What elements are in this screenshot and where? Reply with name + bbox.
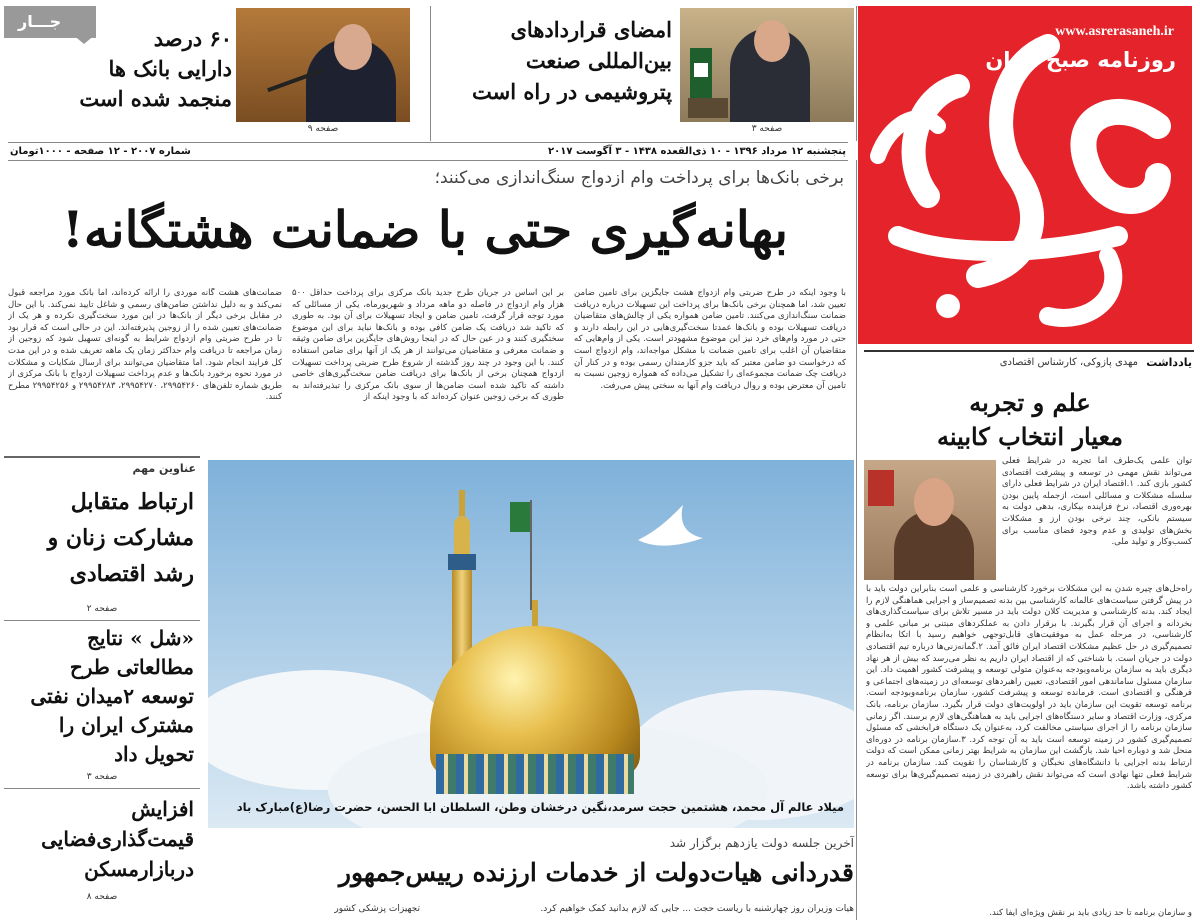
top-story-2-line1: ۶۰ درصد	[153, 26, 232, 51]
top-story-1-page: صفحه ۳	[751, 124, 783, 134]
top-story-2-page: صفحه ۹	[307, 124, 339, 134]
top-story-1-line2: بین‌المللی صنعت	[525, 48, 672, 73]
masthead-subtitle: روزنامه صبح ایران	[985, 48, 1176, 72]
sidebar-title: عناوین مهم	[132, 462, 196, 475]
top-story-1-line3: پتروشیمی در راه است	[472, 79, 672, 104]
masthead	[858, 6, 1192, 344]
sidebar-item-3-line1: افزایش	[131, 797, 194, 821]
sidebar-item-2-line2: مطالعاتی طرح	[69, 655, 194, 679]
dove-image	[628, 500, 708, 560]
masthead-logo	[858, 6, 1192, 344]
lead-headline[interactable]: بهانه‌گیری حتی با ضمانت هشتگانه!	[61, 200, 789, 259]
sidebar-item-1-line2: مشارکت زنان و	[47, 525, 194, 551]
issue-line: شماره ۲۰۰۷ - ۱۲ صفحه - ۱۰۰۰تومان	[10, 146, 191, 157]
sidebar-item-1-page: صفحه ۲	[86, 604, 118, 614]
editorial-intro: توان علمی یک‌طرف اما تجربه در شرایط فعلی می‌تواند نقش مهمی در توسعه و پیشرفت اقتصادی کشور بازی کند. ۱.اقتصاد ایران در شرایط فعلی دارای سلسله مشکلات و مسائلی است، ازجمله پایین بودن بهره‌وری اقتصاد، نرخ فزاینده بیکاری، بدهی دولت به سیستم بانکی، چند نرخی بودن ارز و مشکلات بخش‌های تولیدی و عدم وجود فضای مناسب برای کسب‌وکار و تولید ملی.	[1002, 456, 1192, 548]
top-story-1-photo	[680, 8, 854, 122]
sidebar-item-1-line1: ارتباط متقابل	[70, 489, 194, 515]
editorial-headline-line1: علم و تجربه	[969, 388, 1091, 417]
bottom-text: هیات وزیران روز چهارشنبه با ریاست حجت ... جایی که لازم بدانید کمک خواهیم کرد.	[540, 904, 854, 914]
editorial-label: یادداشت	[1146, 356, 1192, 369]
jar-badge-label: جـــار	[18, 12, 62, 31]
author-photo	[864, 460, 996, 580]
lead-kicker: برخی بانک‌ها برای پرداخت وام ازدواج سنگ‌اندازی می‌کنند؛	[434, 168, 844, 188]
lead-col-3: ضمانت‌های هشت گانه موردی را ارائه کرده‌اند، اما بانک مورد مراجعه قبول نمی‌کند و به دلیل نداشتن ضامن‌های رسمی و شاغل تایید نمی‌کند. با این حال در مقابل برخی دیگر از بانک‌ها در این مورد سخت‌گیری نکرده و هر یک از ضمانت‌های تعیین شده را از زوجین پذیرفته‌اند. این در حالی است که قرار بود تا در طرح ضربتی وام ازدواج شرایط به گونه‌ای تسهیل شود که زوجین از زمان مراجعه تا دریافت وام حداکثر زمان یک ماهه تعریف شده و در این مدت کل فرایند انجام شود. اما متقاضیان می‌توانند برای ارسال شکایات و مشکلات در مورد نحوه برخورد بانک‌ها و عدم پرداخت تسهیلات ازدواج با بانک مرکزی از طریق شماره تلفن‌های ۲۹۹۵۴۲۶۰، ۲۹۹۵۴۲۷۰، ۲۹۹۵۴۲۸۳ و ۲۹۹۵۴۲۵۶ مطرح کنند.	[8, 288, 282, 403]
editorial-author: مهدی پازوکی، کارشناس اقتصادی	[999, 357, 1138, 368]
bottom-kicker: آخرین جلسه دولت یازدهم برگزار شد	[669, 836, 854, 850]
sidebar-item-2-line1: «شل » نتایج	[86, 626, 194, 650]
top-story-2-photo	[236, 8, 410, 122]
sidebar-item-2-line4: مشترک ایران را	[58, 713, 194, 737]
sidebar-item-2-page: صفحه ۳	[86, 772, 118, 782]
sidebar-item-2-line3: توسعه ۲میدان نفتی	[30, 684, 194, 708]
bottom-headline[interactable]: قدردانی هیات‌دولت از خدمات ارزنده رییس‌جمهور	[338, 858, 854, 887]
date-line: پنجشنبه ۱۲ مرداد ۱۳۹۶ - ۱۰ ذی‌القعده ۱۴۳۸ - ۳ آگوست ۲۰۱۷	[548, 146, 846, 157]
sidebar-item-3[interactable]	[8, 794, 194, 884]
sidebar-item-3-line3: دربازارمسکن	[84, 857, 194, 881]
top-story-1-line1: امضای قراردادهای	[510, 17, 672, 42]
top-story-1-headline[interactable]	[440, 14, 672, 107]
editorial-body: راه‌حل‌های چیره شدن به این مشکلات برخورد کارشناسی و علمی است بنابراین دولت باید با در پیش گرفتن سیاست‌های عالمانه کارشناسی بین بدنه تصمیم‌ساز و اجرایی هماهنگی لازم را ایجاد کند. بدنه کارشناسی و مدیریت کلان دولت باید در مسیر تلاش برای سیاست‌گذاری‌های بخردانه و اجرای آن قرار بگیرند. با برقرار دادن به عملکردهای مبتنی بر مبانی علمی و کارشناسی، در مرحله عمل به موفقیت‌های قابل‌توجهی خواهیم رسید با اتکا به‌انظام تصمیم‌گیری در حل عظیم مشکلات اقتصاد ایران فائق آمد. ۲.گمانه‌زنی‌ها درباره تیم اقتصادی دولت در جریان است. با شناختی که از اقتصاد ایران داریم به نظر می‌رسد که بیش از هر نهاد دیگری باید به سازمان برنامه‌وبودجه به‌عنوان متولی توسعه و پیشرفت کشور اهمیت داد. این سازمان مسئول ساماندهی امور اقتصادی، تعیین راهبردهای توسعه‌ای در زمینه‌های اجتماعی و فرهنگی و اقتصادی است. فرمانده توسعه و پیشرفت کشور، سازمان برنامه‌وبودجه است. برنامه توسعه تقویت این سازمان باید در اولویت‌های دولت قرار بگیرد. سازمان برنامه، بانک مرکزی، وزارت اقتصاد و سایر دستگاه‌های اجرایی باید به هماهنگی‌های لازم برسند. اگر زمانی سازمان برنامه را از اجرای سیاستی مخالفت کرد، به‌عنوان یک دستگاه فرابخشی که مسئول تصمیم‌گیری کشور در زمینه توسعه است باید به آن توجه کرد. ۳.سازمان برنامه در دوره‌ای منحل شد و دوباره احیا شد. بازگشت این سازمان به شرایط بهتر زمانی ممکن است که دولت ارتباط بدنه اجرایی با دانشگاه‌های نخبگان و کارشناسان را تقویت کند. سازمان برنامه در شرایط فعلی تنها نهادی است که می‌تواند نقش راهبردی در زمینه تصمیم‌گیری‌ها برای توسعه کشور داشته باشد.	[866, 584, 1192, 792]
sidebar-item-1-line3: رشد اقتصادی	[69, 561, 194, 587]
editorial	[864, 350, 1194, 920]
editorial-tail: و سازمان برنامه تا حد زیادی باید بر نقش ویژه‌ای ایفا کند.	[989, 908, 1192, 918]
sidebar	[4, 456, 200, 918]
sidebar-item-1[interactable]	[8, 484, 194, 592]
shrine-photo	[208, 460, 854, 828]
top-story-2-line2: دارایی بانک ها	[108, 56, 232, 81]
photo-caption: میلاد عالم آل محمد، هشتمین حجت سرمد،نگین درخشان وطن، السلطان ابا الحسن، حضرت رضا(ع)مبارک باد	[236, 800, 844, 814]
sidebar-item-2-line5: تحویل داد	[114, 742, 194, 766]
bottom-side-text: تجهیزات پزشکی کشور	[334, 904, 420, 914]
editorial-headline-line2: معیار انتخاب کابینه	[936, 422, 1124, 451]
masthead-url: www.asrerasaneh.ir	[1055, 24, 1174, 39]
sidebar-item-3-page: صفحه ۸	[86, 892, 118, 902]
dome-image	[430, 600, 640, 800]
top-story-2-line3: منجمد شده است	[79, 86, 232, 111]
sidebar-item-3-line2: قیمت‌گذاری‌فضایی	[41, 827, 194, 851]
sidebar-item-2[interactable]	[8, 624, 194, 769]
lead-col-2: بر این اساس در جریان طرح جدید بانک مرکزی برای پرداخت حداقل ۵۰۰ هزار وام ازدواج در فاصله دو ماهه مرداد و شهریورماه، یکی از مسائلی که مورد توجه قرار گرفت، تامین ضامن و ایجاد تسهیلات برای آن بود. به طوری که تاکید شد دریافت یک ضامن کافی بوده و بانک‌ها نباید برای این موضوع سختگیری کنند و در عین حال که در اینجا روش‌های جایگزین برای ضامن وثیقه و ضمانت معرفی و متقاضیان می‌توانند از هر یک از آنها برای ضامن استفاده کنند. با این وجود در چند روز گذشته از شروع طرح ضربتی پرداخت تسهیلات ازدواج همچنان برخی از بانک‌ها برای دریافت ضامن سخت‌گیری‌های خاصی داشته که تاکید شده است ضامن‌ها از سوی بانک مرکزی را تبذیرفته‌اند به طوری که برخی زوجین عنوان کرده‌اند که با وجود اینکه از	[292, 288, 564, 403]
lead-col-1: با وجود اینکه در طرح ضربتی وام ازدواج هشت جایگزین برای تامین ضامن تعیین شد، اما همچنان برخی بانک‌ها برای پرداخت این تسهیلات درباره دریافت ضمانت سنگ‌اندازی می‌کنند. تامین ضامن همواره یکی از چالش‌های متقاضیان دریافت تسهیلات بوده و بانک‌ها عمدتا سخت‌گیری‌هایی در این رابطه دارند و حتی در مورد وام‌های خرد نیز این موضوع مشهودتر است. یکی از وام‌هایی که متقاضیان آن اغلب برای تامین ضمانت با مشکل مواجه‌اند، وام ازدواج است که درخواست دو ضامن معتبر که باید جزو کارمندان رسمی بوده و در کنار آن دریافت چک ضمانت مجموعه‌ای را تشکیل می‌داده که همواره زوجین نسبت به تامین آن معترض بوده و روال دریافت وام آنها به سختی پیش می‌رفت.	[574, 288, 846, 391]
editorial-headline[interactable]	[870, 386, 1190, 454]
